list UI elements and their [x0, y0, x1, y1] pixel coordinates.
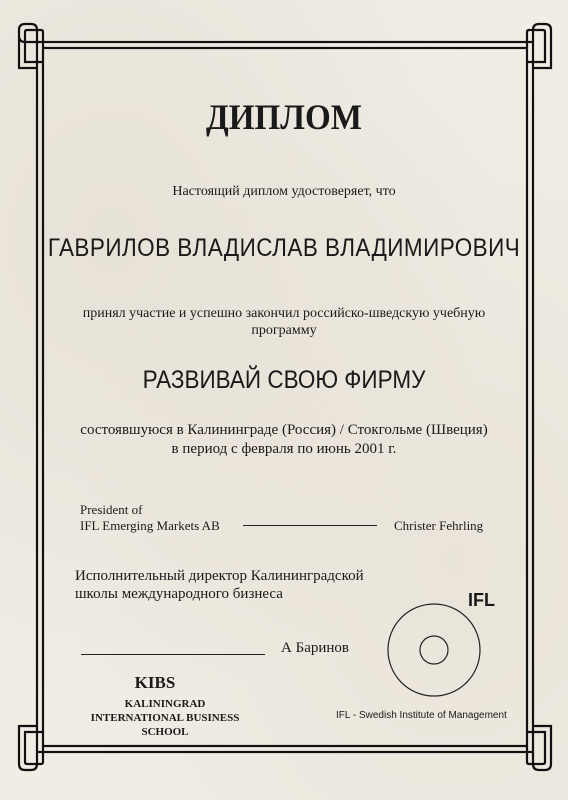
participation-text [0, 305, 568, 339]
program-location: состоявшуюся в Калининграде (Россия) / Стокгольме (Швеция) [80, 422, 488, 438]
kibs-abbreviation: KIBS [134, 673, 176, 692]
diploma-title: ДИПЛОМ [205, 97, 362, 137]
director-title-line-2: школы международного бизнеса [75, 586, 283, 602]
director-title-line-1: Исполнительный директор Калининградской [75, 568, 364, 584]
program-details [0, 421, 568, 459]
director-name: А Баринов [281, 640, 349, 656]
program-name: РАЗВИВАЙ СВОЮ ФИРМУ [142, 366, 426, 394]
president-title-line-2: IFL Emerging Markets AB [80, 518, 220, 533]
ifl-logo: IFL [468, 590, 495, 610]
ifl-caption: IFL - Swedish Institute of Management [336, 710, 507, 721]
program-period: в период с февраля по июнь 2001 г. [171, 441, 397, 457]
president-title-line-1: President of [80, 502, 143, 517]
president-name: Christer Fehrling [394, 518, 484, 533]
seal-icon [386, 602, 486, 702]
president-signature-line [243, 525, 377, 526]
intro-text: Настоящий диплом удостоверяет, что [172, 184, 396, 199]
participation-line-1: принял участие и успешно закончил российско-шведскую учебную [82, 306, 486, 321]
participation-line-2: программу [251, 323, 317, 338]
recipient-name: ГАВРИЛОВ ВЛАДИСЛАВ ВЛАДИМИРОВИЧ [47, 234, 521, 262]
kibs-full-name: KALININGRAD INTERNATIONAL BUSINESS SCHOOL [90, 698, 240, 738]
director-signature-line [81, 654, 265, 655]
